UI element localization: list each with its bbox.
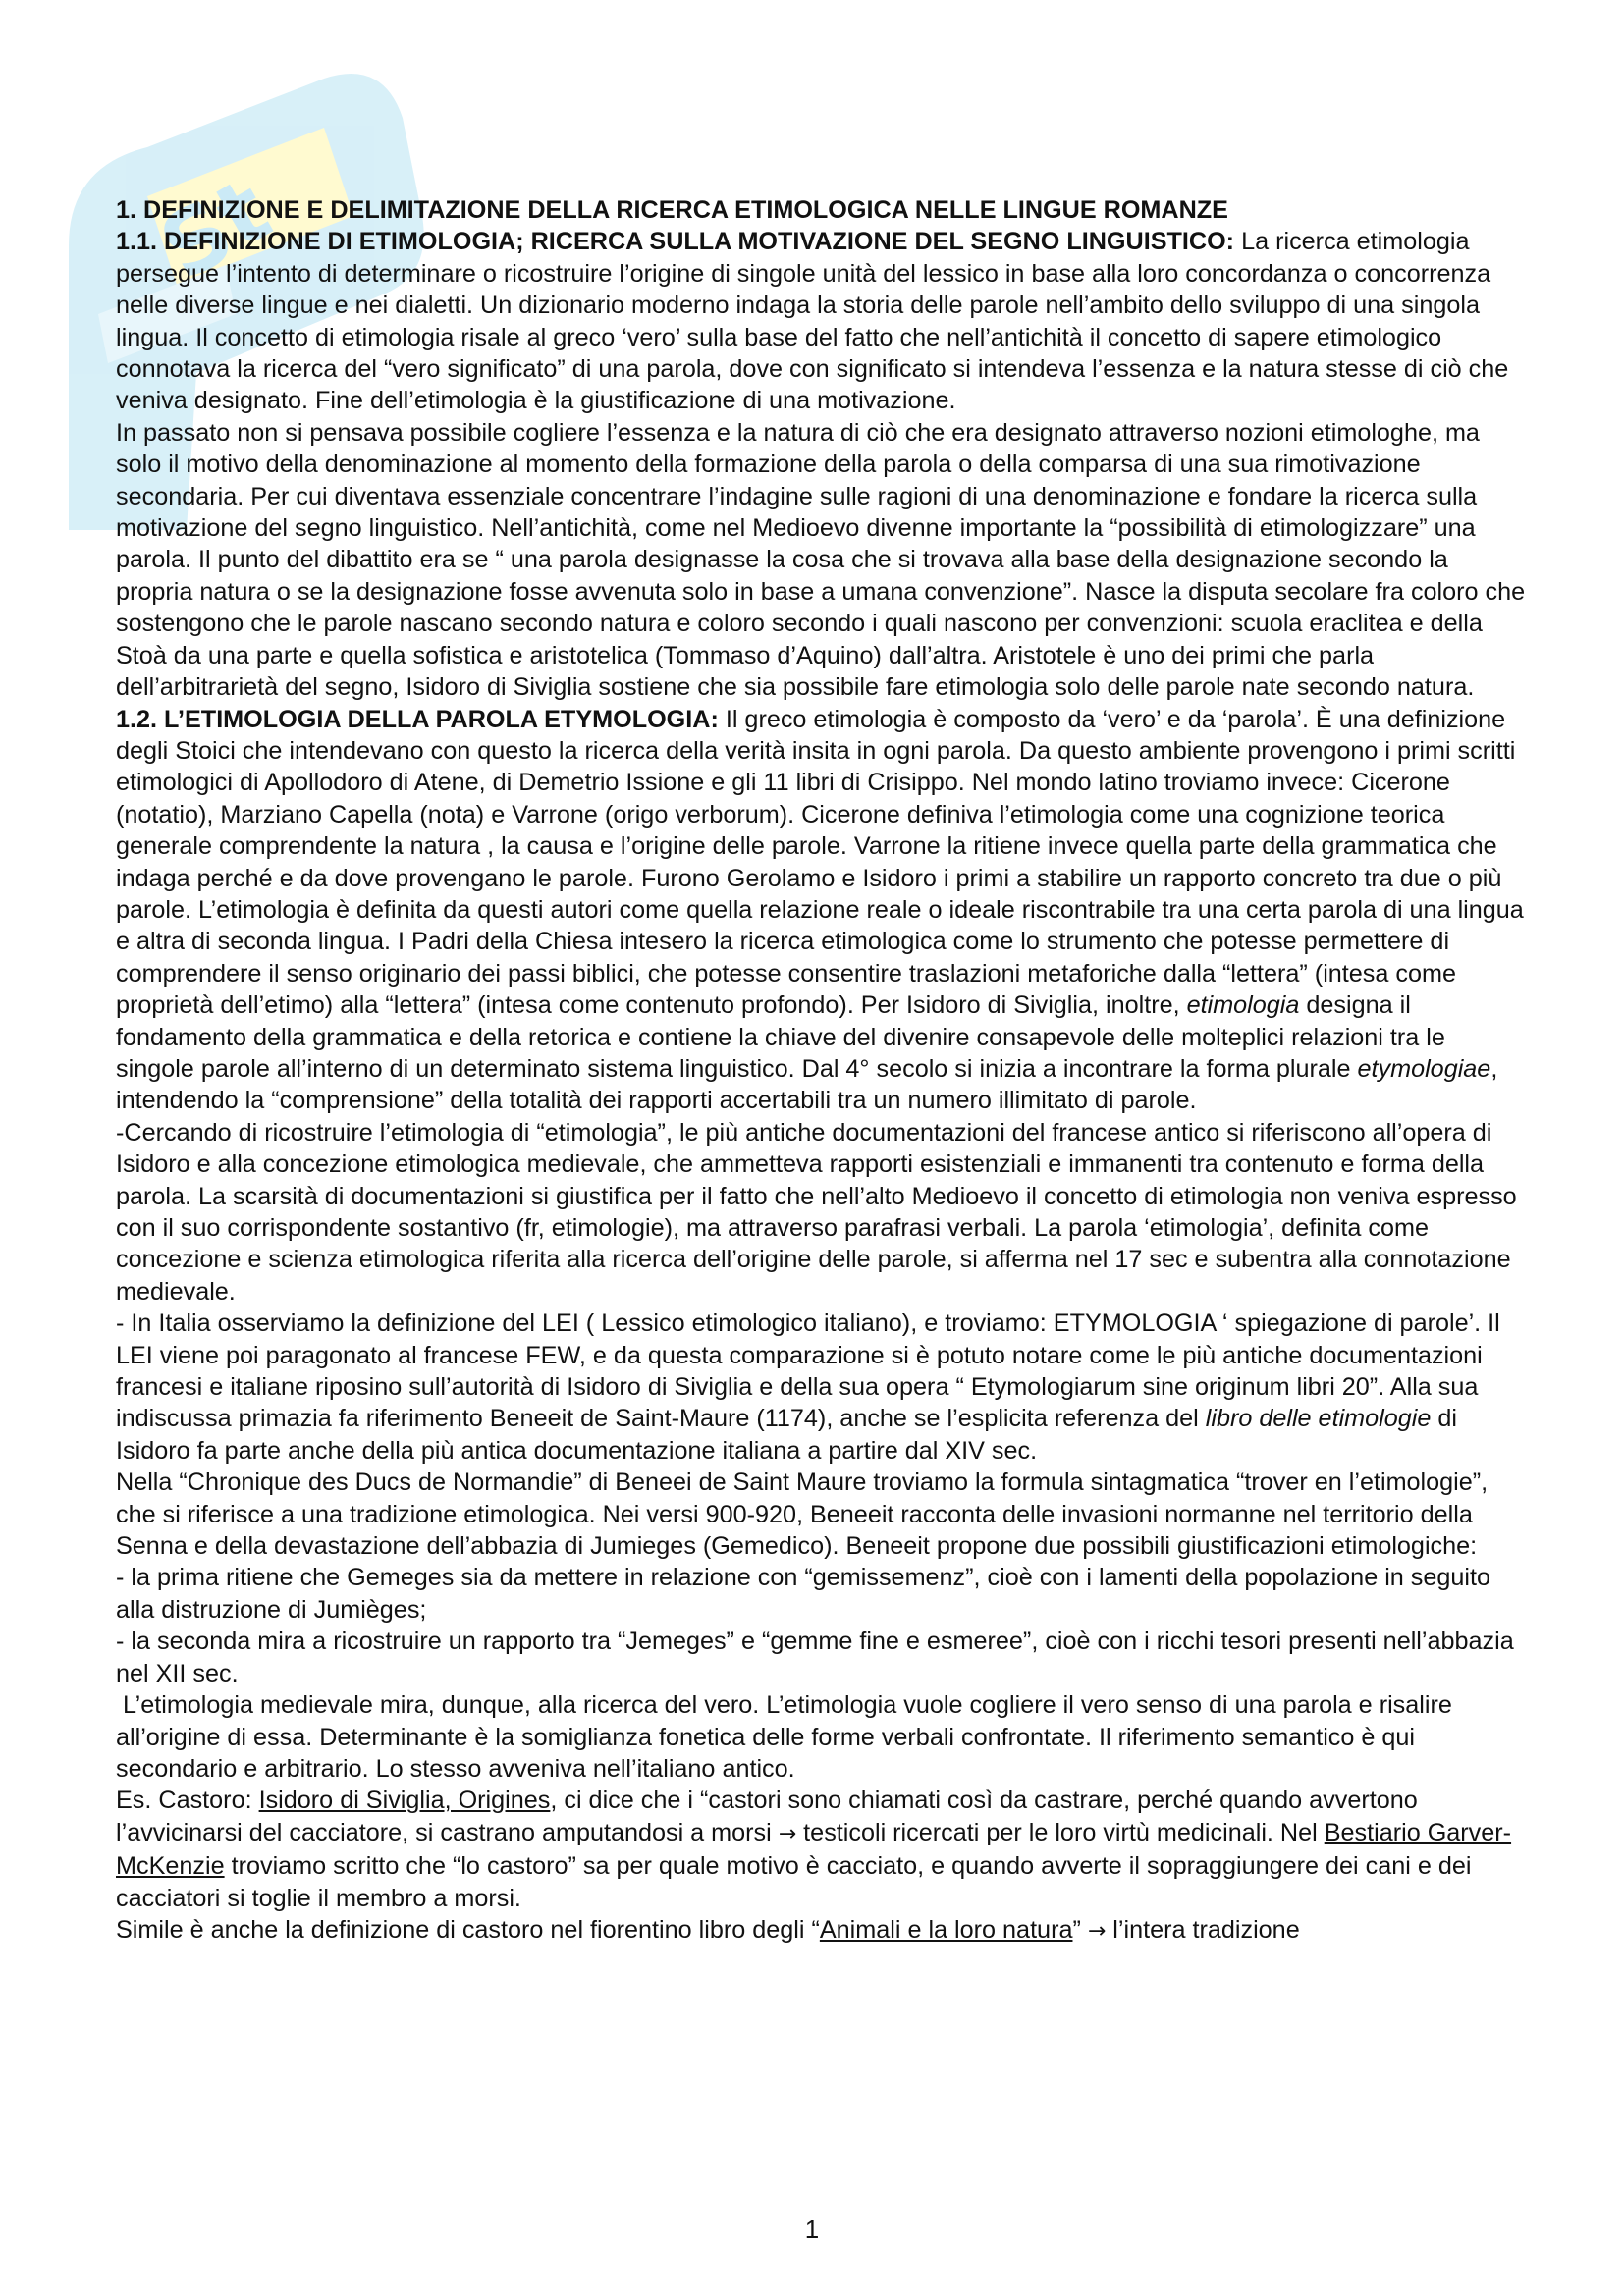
simile-paragraph	[116, 1914, 1530, 1948]
italic-libro-etimologie: libro delle etimologie	[1205, 1405, 1432, 1433]
section-1-2-paragraph-2: -Cercando di ricostruire l’etimologia di “etimologia”, le più antiche documentazioni del francese antico si riferiscono all’opera di Isidoro e alla concezione etimologica medievale, che ammetteva rapporti esistenziali e immanenti tra contenuto e forma della parola. La scarsità di documentazioni si giustifica per il fatto che nell’alto Medioevo il concetto di etimologia non veniva espresso con il suo corrispondente sostantivo (fr, etimologie), ma attraverso parafrasi verbali. La parola ‘etimologia’, definita come concezione e scienza etimologica riferita alla ricerca dell’origine delle parole, si afferma nel 17 sec e subentra alla connotazione medievale.	[116, 1118, 1517, 1306]
document-body	[116, 194, 1530, 1948]
simile-text-c: l’intera tradizione	[1106, 1915, 1300, 1944]
castoro-text-d: troviamo scritto che “lo castoro” sa per quale motivo è cacciato, e quando avverte il sopraggiungere dei cani e dei cacciatori si toglie il membro a morsi.	[116, 1852, 1472, 1912]
list-item-first: - la prima ritiene che Gemeges sia da mettere in relazione con “gemissemenz”, cioè con i lamenti della popolazione in seguito alla distruzione di Jumièges;	[116, 1564, 1491, 1624]
simile-text-a: Simile è anche la definizione di castoro nel fiorentino libro degli “	[116, 1915, 820, 1944]
castoro-text-b: , ci dice che i “castori sono chiamati così da castrare, perché quando avvertono l’avvicinarsi del cacciatore, si castrano amputandosi a morsi	[116, 1787, 1418, 1846]
source-isidoro-link: Isidoro di Siviglia, Origines	[258, 1787, 551, 1815]
section-1-1-paragraph	[116, 226, 1530, 416]
castoro-text-a: Es. Castoro:	[116, 1787, 259, 1815]
svg-text:St: St	[143, 158, 288, 301]
section-1-1-paragraph-2: In passato non si pensava possibile cogliere l’essenza e la natura di ciò che era designato attraverso nozioni etimologhe, ma solo il motivo della denominazione al momento della formazione della parola o della comparsa di una sua rimotivazione secondaria. Per cui diventava essenziale concentrare l’indagine sulle ragioni di una denominazione e fondare la ricerca sulla motivazione del segno linguistico. Nell’antichità, come nel Medioevo divenne importante la “possibilità di etimologizzare” una parola. Il punto del dibattito era se “ una parola designasse la cosa che si trovava alla base della designazione secondo la propria natura o se la designazione fosse avvenuta solo in base a umana convenzione”. Nasce la disputa secolare fra coloro che sostengono che le parole nascano secondo natura e coloro secondo i quali nascono per convenzioni: scuola eraclitea e della Stoà da una parte e quella sofistica e aristotelica (Tommaso d’Aquino) dall’altra. Aristotele è uno dei primi che parla dell’arbitrarietà del segno, Isidoro di Siviglia sostiene che sia possibile fare etimologia solo delle parole nate secondo natura.	[116, 418, 1526, 702]
section-1-2-text-b: designa il fondamento della grammatica e della retorica e contiene la chiave del divenire consapevole delle molteplici relazioni tra le singole parole all’interno di un determinato sistema linguistico. Dal 4° secolo si inizia a incontrare la forma plurale	[116, 991, 1445, 1083]
list-item-second: - la seconda mira a ricostruire un rapporto tra “Jemeges” e “gemme fine e esmeree”, cioè con i ricchi tesori presenti nell’abbazia nel XII sec.	[116, 1628, 1514, 1687]
page-number: 1	[804, 2215, 820, 2244]
castoro-paragraph	[116, 1785, 1530, 1914]
section-1-2-text-a: Il greco etimologia è composto da ‘vero’ e da ‘parola’. È una definizione degli Stoici che intendevano con questo la ricerca della verità insita in ogni parola. Da questo ambiente provengono i primi scritti etimologici di Apollodoro di Atene, di Demetrio Issione e gli 11 libri di Crisippo. Nel mondo latino troviamo invece: Cicerone (notatio), Marziano Capella (nota) e Varrone (origo verborum). Cicerone definiva l’etimologia come una cognizione teorica generale comprendente la natura , la causa e l’origine delle parole. Varrone la ritiene invece quella parte della grammatica che indaga perché e da dove provengano le parole. Furono Gerolamo e Isidoro i primi a stabilire un rapporto concreto tra due o più parole. L’etimologia è definita da questi autori come quella relazione reale o ideale riscontrabile tra una certa parola di una lingua e altra di seconda lingua. I Padri della Chiesa intesero la ricerca etimologica come lo strumento che potesse permettere di comprendere il senso originario dei passi biblici, che potesse consentire traslazioni metaforiche dalla “lettera” (intesa come proprietà dell’etimo) alla “lettera” (intesa come contenuto profondo). Per Isidoro di Siviglia, inoltre,	[116, 705, 1524, 1020]
simile-text-b: ”	[1072, 1915, 1088, 1944]
castoro-text-c: testicoli ricercati per le loro virtù medicinali. Nel	[796, 1818, 1325, 1846]
section-1-2-title: 1.2. L’ETIMOLOGIA DELLA PAROLA ETYMOLOGIA:	[116, 705, 719, 733]
section-1-1-text: La ricerca etimologia persegue l’intento di determinare o ricostruire l’origine di singole unità del lessico in base alla loro concordanza o concorrenza nelle diverse lingue e nei dialetti. Un dizionario moderno indaga la storia delle parole nell’ambito dello sviluppo di una singola lingua. Il concetto di etimologia risale al greco ‘vero’ sulla base del fatto che nell’antichità il concetto di sapere etimologico connotava la ricerca del “vero significato” di una parola, dove con significato si intendeva l’essenza e la natura stesse di ciò che veniva designato. Fine dell’etimologia è la giustificazione di una motivazione.	[116, 228, 1509, 415]
arrow-right-icon: →	[1087, 1918, 1107, 1944]
lei-text-b: di Isidoro fa parte anche della più antica documentazione italiana a partire dal XIV sec.	[116, 1405, 1457, 1465]
section-1-1-title: 1.1. DEFINIZIONE DI ETIMOLOGIA; RICERCA SULLA MOTIVAZIONE DEL SEGNO LINGUISTICO:	[116, 228, 1235, 256]
arrow-right-icon: →	[778, 1821, 797, 1846]
italic-etymologiae: etymologiae	[1357, 1054, 1491, 1083]
section-1-2-paragraph	[116, 704, 1530, 1117]
section-1-2-paragraph-4: Nella “Chronique des Ducs de Normandie” di Beneei de Saint Maure troviamo la formula sintagmatica “trover en l’etimologie”, che si riferisce a una tradizione etimologica. Nei versi 900-920, Beneeit racconta delle invasioni normanne nel territorio della Senna e della devastazione dell’abbazia di Jumieges (Gemedico). Beneeit propone due possibili giustificazioni etimologiche:	[116, 1468, 1489, 1561]
lei-text-a: - In Italia osserviamo la definizione del LEI ( Lessico etimologico italiano), e troviamo: ETYMOLOGIA ‘ spiegazione di parole’. Il LEI viene poi paragonato al francese FEW, e da questa comparazione si è potuto notare come le più antiche documentazioni francesi e italiane riposino sull’autorità di Isidoro di Siviglia e della sua opera “ Etymologiarum sine originum libri 20”. Alla sua indiscussa primazia fa riferimento Beneeit de Saint-Maure (1174), anche se l’esplicita referenza del	[116, 1309, 1500, 1433]
source-animali-link: Animali e la loro natura	[819, 1915, 1073, 1944]
italic-etimologia: etimologia	[1186, 991, 1300, 1020]
chapter-heading: 1. DEFINIZIONE E DELIMITAZIONE DELLA RICERCA ETIMOLOGICA NELLE LINGUE ROMANZE	[116, 196, 1228, 224]
section-1-2-text-c: , intendendo la “comprensione” della totalità dei rapporti accertabili tra un numero illimitato di parole.	[116, 1054, 1498, 1115]
section-1-2-paragraph-3	[116, 1308, 1530, 1467]
source-bestiario-link: Bestiario Garver-McKenzie	[116, 1818, 1512, 1881]
section-1-2-paragraph-7: L’etimologia medievale mira, dunque, alla ricerca del vero. L’etimologia vuole cogliere il vero senso di una parola e risalire all’origine di essa. Determinante è la somiglianza fonetica delle forme verbali confrontate. Il riferimento semantico è qui secondario e arbitrario. Lo stesso avveniva nell’italiano antico.	[116, 1691, 1459, 1783]
